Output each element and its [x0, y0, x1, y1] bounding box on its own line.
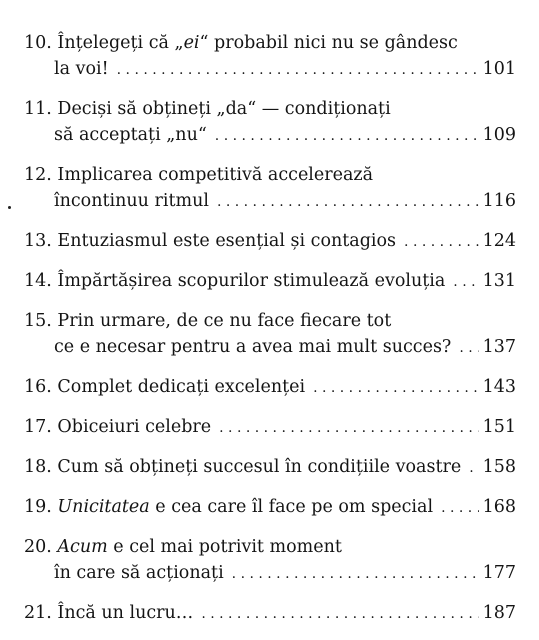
- toc-entry-last-line: [24, 56, 516, 83]
- toc-entry-title: Obiceiuri celebre: [57, 417, 212, 437]
- toc-page-number: 177: [482, 563, 516, 583]
- toc-entry-last-line: [24, 494, 516, 521]
- toc-entry-16[interactable]: [24, 374, 516, 401]
- toc-page-number: 131: [482, 271, 516, 291]
- italic-word: Unicitatea: [57, 497, 150, 517]
- toc-entry-14[interactable]: [24, 268, 516, 295]
- toc-entry-20[interactable]: [24, 534, 516, 587]
- toc-page-number: 109: [482, 125, 516, 145]
- toc-entry-title-line: [24, 162, 516, 188]
- toc-entry-title-line: [24, 308, 516, 334]
- toc-entry-number: 17.: [24, 417, 52, 437]
- dot-leader: [441, 495, 479, 521]
- toc-entry-18[interactable]: [24, 454, 516, 481]
- dot-leader: [313, 375, 479, 401]
- toc-entry-title: Entuziasmul este esențial și contagios: [57, 231, 397, 251]
- toc-entry-last-line: [24, 374, 516, 401]
- toc-page-number: 137: [482, 337, 516, 357]
- toc-page-number: 116: [482, 191, 516, 211]
- toc-page-number: 124: [482, 231, 516, 251]
- toc-entry-number: 12.: [24, 165, 52, 185]
- toc-entry-last-line: [24, 334, 516, 361]
- toc-entry-number: 10.: [24, 33, 52, 53]
- toc-entry-last-line: [24, 228, 516, 255]
- toc-entry-title-end: încontinuu ritmul: [54, 191, 209, 211]
- toc-entry-10[interactable]: [24, 30, 516, 83]
- italic-word: Acum: [57, 537, 108, 557]
- toc-entry-title-line: [24, 30, 516, 56]
- toc-entry-17[interactable]: [24, 414, 516, 441]
- toc-entry-number: 11.: [24, 99, 52, 119]
- toc-entry-15[interactable]: [24, 308, 516, 361]
- dot-leader: [219, 415, 478, 441]
- toc-entry-13[interactable]: [24, 228, 516, 255]
- toc-entry-title: Complet dedicați excelenței: [57, 377, 306, 397]
- toc-entry-title: [57, 494, 433, 520]
- dot-leader: [201, 601, 478, 627]
- toc-page-number: 187: [482, 603, 516, 623]
- dot-leader: [404, 229, 479, 255]
- toc-entry-last-line: [24, 414, 516, 441]
- toc-entry-title-end: să acceptați „nu“: [54, 125, 207, 145]
- dot-leader: [469, 455, 478, 481]
- dot-leader: [117, 57, 479, 83]
- toc-entry-last-line: [24, 600, 516, 627]
- toc-page-number: 168: [482, 497, 516, 517]
- toc-entry-title: Deciși să obțineți „da“ — condiționați: [57, 99, 391, 119]
- toc-entry-number: 18.: [24, 457, 52, 477]
- dot-leader: [459, 335, 478, 361]
- toc-entry-number: 13.: [24, 231, 52, 251]
- toc-page-number: 151: [482, 417, 516, 437]
- toc-entry-title-end: ce e necesar pentru a avea mai mult succes?: [54, 337, 452, 357]
- toc-entry-number: 16.: [24, 377, 52, 397]
- dot-leader: [453, 269, 478, 295]
- toc-entry-last-line: [24, 122, 516, 149]
- toc-entry-title: Cum să obțineți succesul în condițiile voastre: [57, 457, 462, 477]
- toc-entry-title: Încă un lucru…: [57, 603, 194, 623]
- toc-entry-title-end: la voi!: [54, 59, 109, 79]
- toc-entry-number: 20.: [24, 537, 52, 557]
- toc-entry-title: Prin urmare, de ce nu face fiecare tot: [57, 311, 392, 331]
- italic-word: ei: [183, 33, 200, 53]
- toc-entry-title-rest: e cea care îl face pe om special: [149, 497, 434, 517]
- toc-entry-19[interactable]: [24, 494, 516, 521]
- toc-entry-last-line: [24, 268, 516, 295]
- toc-entry-21[interactable]: [24, 600, 516, 627]
- toc-entry-number: 14.: [24, 271, 52, 291]
- toc-entry-title: Împărtășirea scopurilor stimulează evoluția: [57, 271, 446, 291]
- toc-entry-last-line: [24, 454, 516, 481]
- toc-entry-12[interactable]: [24, 162, 516, 215]
- toc-page-number: 143: [482, 377, 516, 397]
- toc-entry-title: [57, 537, 342, 557]
- toc-entry-title-line: [24, 96, 516, 122]
- toc-entry-last-line: [24, 188, 516, 215]
- toc-entry-title-rest: e cel mai potrivit moment: [107, 537, 342, 557]
- dot-leader: [215, 123, 479, 149]
- toc-entry-title-line: [24, 534, 516, 560]
- toc-entry-number: 19.: [24, 497, 52, 517]
- toc-entry-last-line: [24, 560, 516, 587]
- toc-entry-title: Implicarea competitivă accelerează: [57, 165, 374, 185]
- toc-page-number: 101: [482, 59, 516, 79]
- dot-leader: [217, 189, 479, 215]
- toc-entry-11[interactable]: [24, 96, 516, 149]
- table-of-contents: [24, 30, 516, 640]
- dot-leader: [232, 561, 479, 587]
- toc-page-number: 158: [482, 457, 516, 477]
- toc-entry-number: 15.: [24, 311, 52, 331]
- toc-entry-title-end: în care să acționați: [54, 563, 224, 583]
- stray-ink-dot: [8, 206, 11, 209]
- toc-entry-title: Înțelegeți că „ei“ probabil nici nu se gândesc: [57, 33, 458, 53]
- toc-entry-number: 21.: [24, 603, 52, 623]
